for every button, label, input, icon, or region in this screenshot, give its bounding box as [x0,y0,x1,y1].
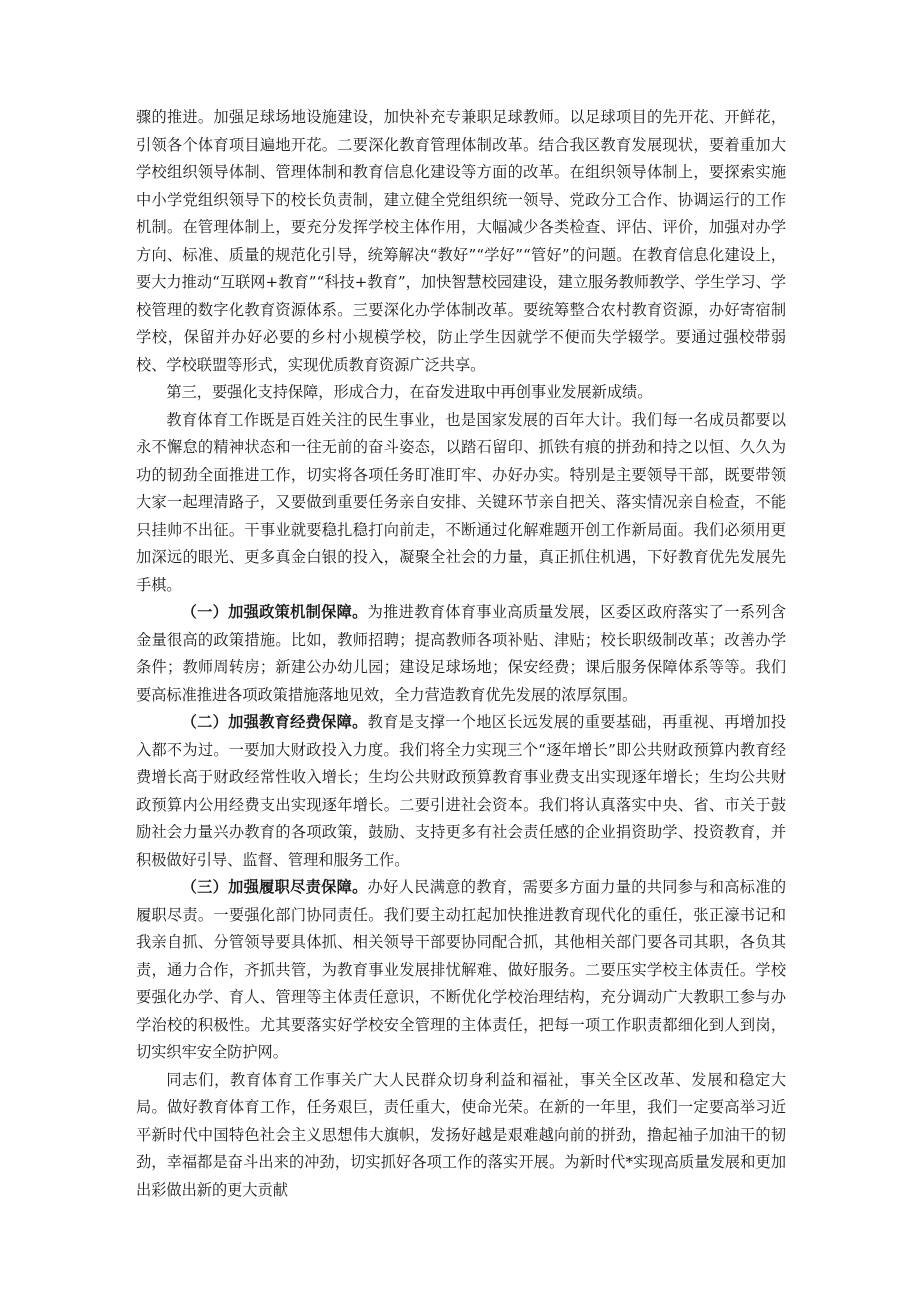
subheading-policy: （一）加强政策机制保障。 [181,603,368,621]
section-heading-third: 第三，要强化支持保障，形成合力，在奋发进取中再创事业发展新成绩。 [166,383,653,401]
paragraph-duty-guarantee [136,874,786,1067]
paragraph-policy-body: 为推进教育体育事业高质量发展，区委区政府落实了一系列含金量很高的政策措施。比如，教师招聘；提高教师各项补贴、津贴；校长职级制改革；改善办学条件；教师周转房；新建公办幼儿园；建设足球场地；保安经费；课后服务保障体系等等。我们要高标准推进各项政策措施落地见效，全力营造教育优先发展的浓厚氛围。 [136,603,787,704]
paragraph-duty-body: 办好人民满意的教育，需要多方面力量的共同参与和高标准的履职尽责。一要强化部门协同责任。我们要主动扛起加快推进教育现代化的重任，张正濠书记和我亲自抓、分管领导要具体抓、相关领导干部要协同配合抓，其他相关部门要各司其职，各负其责，通力合作，齐抓共管，为教育事业发展排忧解难、做好服务。二要压实学校主体责任。学校要强化办学、育人、管理等主体责任意识，不断优化学校治理结构，充分调动广大教职工参与办学治校的积极性。尤其要落实好学校安全管理的主体责任，把每一项工作职责都细化到人到岗，切实织牢安全防护网。 [136,878,787,1061]
paragraph-continuation: 骤的推进。加强足球场地设施建设，加快补充专兼职足球教师。以足球项目的先开花、开鲜花，引领各个体育项目遍地开花。二要深化教育管理体制改革。结合我区教育发展现状，要着重加大学校组织领导体制、管理体制和教育信息化建设等方面的改革。在组织领导体制上，要探索实施中小学党组织领导下的校长负责制，建立健全党组织统一领导、党政分工合作、协调运行的工作机制。在管理体制上，要充分发挥学校主体作用，大幅减少各类检查、评估、评价，加强对办学方向、标准、质量的规范化引导，统筹解决“教好”“学好”“管好”的问题。在教育信息化建设上，要大力推动“互联网+教育”“科技+教育”，加快智慧校园建设，建立服务教师教学、学生学习、学校管理的数字化教育资源体系。三要深化办学体制改革。要统筹整合农村教育资源，办好寄宿制学校，保留并办好必要的乡村小规模学校，防止学生因就学不便而失学辍学。要通过强校带弱校、学校联盟等形式，实现优质教育资源广泛共享。 [136,108,786,374]
paragraph-closing: 同志们，教育体育工作事关广大人民群众切身利益和福祉，事关全区改革、发展和稳定大局。做好教育体育工作，任务艰巨，责任重大，使命光荣。在新的一年里，我们一定要高举习近平新时代中国特色社会主义思想伟大旗帜，发扬好越是艰难越向前的拼劲，撸起袖子加油干的韧劲，幸福都是奋斗出来的冲劲，切实抓好各项工作的落实开展。为新时代*实现高质量发展和更加出彩做出新的更大贡献 [136,1070,786,1199]
paragraph-funding-body: 教育是支撑一个地区长远发展的重要基础，再重视、再增加投入都不为过。一要加大财政投入力度。我们将全力实现三个“逐年增长”即公共财政预算内教育经费增长高于财政经常性收入增长；生均公共财政预算教育事业费支出实现逐年增长；生均公共财政预算内公用经费支出实现逐年增长。二要引进社会资本。我们将认真落实中央、省、市关于鼓励社会力量兴办教育的各项政策，鼓励、支持更多有社会责任感的企业捐资助学、投资教育，并积极做好引导、监督、管理和服务工作。 [136,713,787,869]
document-body [136,104,786,1204]
subheading-duty: （三）加强履职尽责保障。 [181,878,368,896]
subheading-funding: （二）加强教育经费保障。 [181,713,368,731]
paragraph-support-intro: 教育体育工作既是百姓关注的民生事业，也是国家发展的百年大计。我们每一名成员都要以永不懈怠的精神状态和一往无前的奋斗姿态，以踏石留印、抓铁有痕的拼劲和持之以恒、久久为功的韧劲全面推进工作，切实将各项任务盯准盯牢、办好办实。特别是主要领导干部，既要带领大家一起理清路子，又要做到重要任务亲自安排、关键环节亲自把关、落实情况亲自检查，不能只挂帅不出征。干事业就要稳扎稳打向前走，不断通过化解难题开创工作新局面。我们必须用更加深远的眼光、更多真金白银的投入，凝聚全社会的力量，真正抓住机遇，下好教育优先发展先手棋。 [136,410,786,594]
paragraph-funding-guarantee [136,709,786,874]
paragraph-policy-guarantee [136,599,786,709]
